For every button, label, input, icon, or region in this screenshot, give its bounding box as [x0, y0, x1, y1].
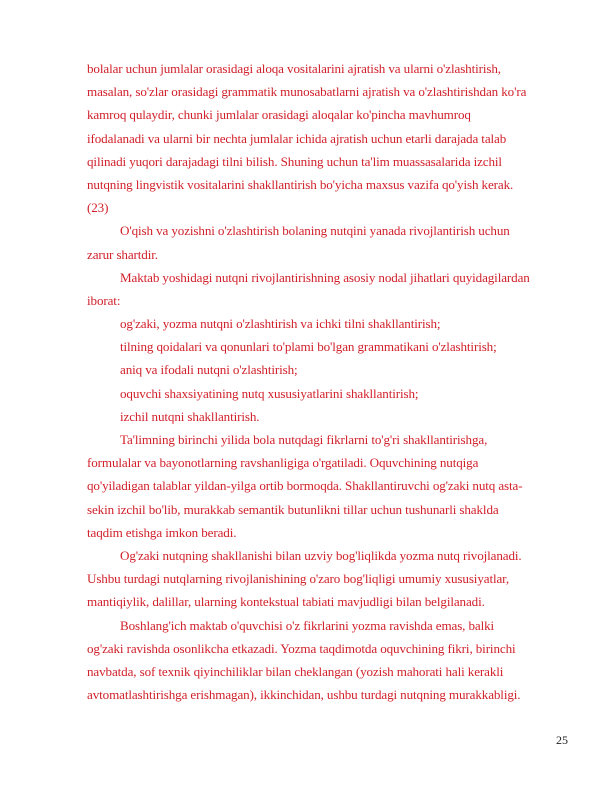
text-line: qo'yiladigan talablar yildan-yilga ortib bormoqda. Shakllantiruvchi og'zaki nutq asta- [87, 478, 523, 494]
text-line: og'zaki ravishda osonlikcha etkazadi. Yozma taqdimotda oquvchining fikri, birinchi [87, 640, 516, 656]
paragraph-start-line: O'qish va yozishni o'zlashtirish bolaning nutqini yanada rivojlantirish uchun [120, 223, 510, 239]
text-line: masalan, so'zlar orasidagi grammatik munosabatlarni ajratish va o'zlashtirishdan ko'ra [87, 84, 527, 100]
list-item: aniq va ifodali nutqni o'zlashtirish; [120, 362, 298, 378]
text-line: bolalar uchun jumlalar orasidagi aloqa vositalarini ajratish va ularni o'zlashtirish, [87, 61, 501, 76]
text-line: avtomatlashtirishga erishmagan), ikkinchidan, ushbu turdagi nutqning murakkabligi. [87, 687, 521, 703]
text-line: formulalar va bayonotlarning ravshanligiga o'rgatiladi. Oquvchining nutqiga [87, 455, 479, 471]
text-line: nutqning lingvistik vositalarini shakllantirish bo'yicha maxsus vazifa qo'yish kerak. [87, 176, 514, 192]
citation-line: (23) [87, 200, 109, 216]
list-item: tilning qoidalari va qonunlari to'plami bo'lgan grammatikani o'zlashtirish; [120, 339, 497, 355]
text-line: qilinadi yuqori darajadagi tilni bilish. Shuning uchun ta'lim muassasalarida izchil [87, 153, 502, 169]
text-line: iborat: [87, 292, 121, 308]
text-line: ifodalanadi va ularni bir nechta jumlalar ichida ajratish uchun etarli darajada talab [87, 130, 507, 146]
text-line: taqdim etishga imkon beradi. [87, 524, 237, 540]
paragraph-start-line: Og'zaki nutqning shakllanishi bilan uzviy bog'liqlikda yozma nutq rivojlanadi. [120, 547, 522, 563]
page-number: 25 [556, 733, 568, 747]
body-text [87, 57, 573, 706]
list-item: og'zaki, yozma nutqni o'zlashtirish va ichki tilni shakllantirish; [120, 316, 441, 332]
text-line: Ushbu turdagi nutqlarning rivojlanishining o'zaro bog'liqligi umumiy xususiyatlar, [87, 571, 510, 587]
text-line: sekin izchil bo'lib, murakkab semantik butunlikni tillar uchun tushunarli shaklda [87, 501, 499, 517]
text-line: zarur shartdir. [87, 246, 158, 262]
paragraph-start-line: Maktab yoshidagi nutqni rivojlantirishning asosiy nodal jihatlari quyidagilardan [120, 269, 530, 285]
list-item: izchil nutqni shakllantirish. [120, 408, 260, 424]
paragraph-start-line: Ta'limning birinchi yilida bola nutqdagi fikrlarni to'g'ri shakllantirishga, [120, 432, 488, 447]
list-item: oquvchi shaxsiyatining nutq xususiyatlarini shakllantirish; [120, 385, 419, 401]
paragraph-start-line: Boshlang'ich maktab o'quvchisi o'z fikrlarini yozma ravishda emas, balki [120, 617, 495, 633]
text-line: mantiqiylik, dalillar, ularning kontekstual tabiati mavjudligi bilan belgilanadi. [87, 594, 485, 610]
text-line: navbatda, sof texnik qiyinchiliklar bilan cheklangan (yozish mahorati hali kerakli [87, 663, 504, 679]
text-line: kamroq qulaydir, chunki jumlalar orasidagi aloqalar ko'pincha mavhumroq [87, 107, 471, 123]
